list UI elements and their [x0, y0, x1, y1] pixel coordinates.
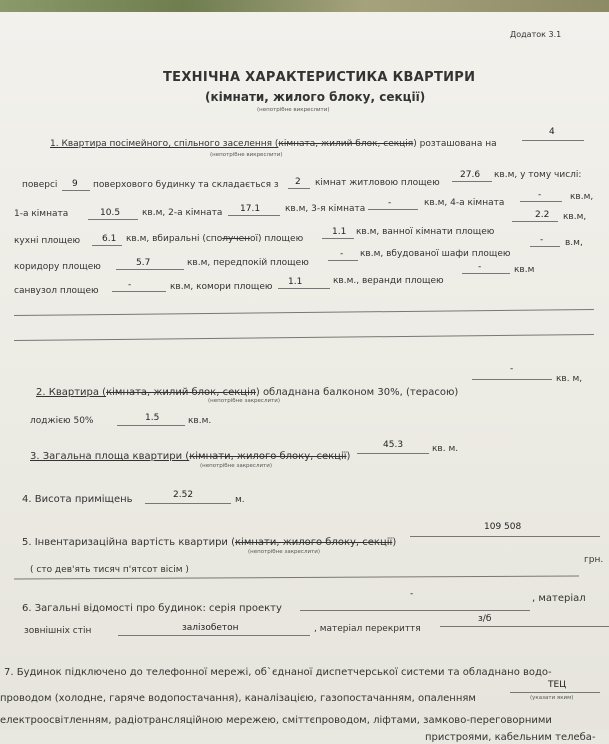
- form-text: кімнати, жилого блоку, секції: [189, 451, 347, 462]
- s2-hint: (непотрібне закреслити): [208, 398, 280, 404]
- form-text: кв.м, комори площею: [170, 282, 273, 292]
- fill-line: [145, 503, 231, 504]
- fill-line: [14, 576, 579, 580]
- s1-veranda: -: [478, 262, 482, 272]
- fill-line: [440, 626, 609, 627]
- s6-walls: залізобетон: [182, 623, 239, 633]
- form-text: 2. Квартира (: [36, 387, 107, 398]
- form-text: кв.м, передпокій площею: [187, 258, 309, 268]
- s1-room2: 17.1: [240, 204, 261, 214]
- s1-wardrobe: -: [540, 235, 544, 245]
- s1-floor-value: 4: [549, 127, 555, 137]
- fill-line: [322, 238, 354, 239]
- fill-line: [452, 181, 492, 182]
- fill-line: [92, 245, 122, 246]
- hint-strike: (непотрібне викреслити): [257, 107, 330, 113]
- fill-line: [522, 140, 584, 141]
- s7-line1: 7. Будинок підключено до телефонної мережі, об`єднаної диспетчерської системи та обладнано водо-: [4, 667, 552, 678]
- fill-line: [512, 221, 558, 222]
- s1-rooms-value: 2: [295, 177, 301, 187]
- fill-line: [14, 334, 594, 341]
- form-text: м.: [235, 495, 245, 505]
- form-text: кв.м, 3-я кімната: [285, 204, 366, 214]
- form-text: лоджією 50%: [30, 416, 94, 426]
- document-title: ТЕХНІЧНА ХАРАКТЕРИСТИКА КВАРТИРИ: [163, 70, 476, 85]
- fill-line: [88, 219, 138, 220]
- fill-line: [118, 635, 310, 636]
- s6-label: 6. Загальні відомості про будинок: серія проекту: [22, 603, 282, 614]
- fill-line: [117, 425, 185, 426]
- s3-hint: (непотрібне закреслити): [200, 463, 272, 469]
- fill-line: [278, 288, 330, 289]
- s3-line1: [30, 451, 350, 463]
- document-page: [0, 12, 609, 743]
- s1-sanuzel: -: [128, 280, 132, 290]
- s1-wc: 1.1: [332, 227, 347, 237]
- fill-line: [530, 246, 560, 247]
- form-text: лучен: [222, 234, 251, 244]
- form-text: в.м,: [565, 238, 583, 248]
- form-text: кв.м., веранди площею: [333, 276, 444, 286]
- form-text: 1. Квартира посімейного, спільного заселення (: [50, 139, 279, 149]
- form-text: поверхового будинку та складається з: [93, 180, 279, 190]
- form-text: кв.м, у тому числі:: [494, 170, 582, 180]
- fill-line: [368, 209, 418, 210]
- s1-kitchen: 6.1: [102, 234, 117, 244]
- fill-line: [410, 536, 600, 537]
- s7-line3: електроосвітленням, радіотрансляційною мережею, сміттєпроводом, ліфтами, замково-переговорними: [0, 715, 552, 726]
- s5-line1: [22, 537, 396, 549]
- s1-room1: 10.5: [100, 208, 121, 218]
- s5-hint: (непотрібне закреслити): [248, 549, 320, 555]
- s1-line1: [50, 139, 497, 150]
- fill-line: [116, 269, 184, 270]
- form-text: кв.м, вбудованої шафи площею: [360, 249, 511, 259]
- form-text: кв.м, 2-а кімната: [142, 208, 223, 218]
- form-text: кімната, жилий блок, секція: [106, 387, 256, 398]
- s1-storage: 1.1: [288, 277, 303, 287]
- form-text: ): [346, 451, 351, 462]
- s2-loggia: 1.5: [145, 413, 160, 423]
- form-text: ої) площею: [250, 234, 304, 244]
- fill-line: [62, 190, 90, 191]
- form-text: кв. м.: [432, 444, 459, 454]
- s2-balcony: -: [510, 364, 514, 374]
- form-text: ): [392, 537, 397, 548]
- form-text: кімната, жилий блок, секція: [278, 139, 414, 149]
- fill-line: [300, 610, 530, 611]
- s6-floors: з/б: [478, 614, 492, 624]
- s1-hall: -: [340, 249, 344, 259]
- form-text: , матеріал: [532, 593, 586, 604]
- form-text: коридору площею: [14, 262, 101, 272]
- s7-heating: ТЕЦ: [548, 680, 567, 690]
- s1-living-area: 27.6: [460, 170, 481, 180]
- form-text: санвузол площею: [14, 286, 99, 296]
- s1-corridor: 5.7: [136, 258, 151, 268]
- s6-series: -: [410, 589, 414, 599]
- s3-total: 45.3: [383, 440, 404, 450]
- fill-line: [472, 379, 552, 380]
- form-text: 1-а кімната: [14, 209, 69, 219]
- fill-line: [357, 453, 429, 454]
- form-text: кв.м: [514, 265, 535, 275]
- form-text: кімнат житловою площею: [315, 178, 440, 188]
- form-text: 5. Інвентаризаційна вартість квартири (: [22, 537, 235, 548]
- fill-line: [228, 215, 280, 216]
- s4-label: 4. Висота приміщень: [22, 494, 133, 505]
- form-text: ) розташована на: [413, 139, 497, 149]
- form-text: кв.м.: [188, 416, 212, 426]
- form-text: кв.м,: [563, 212, 587, 222]
- s1-hint: (непотрібне викреслити): [210, 152, 283, 158]
- document-subtitle: (кімнати, жилого блоку, секції): [205, 90, 426, 104]
- s5-value: 109 508: [484, 522, 522, 532]
- fill-line: [328, 260, 358, 261]
- form-text: зовнішніх стін: [24, 626, 92, 636]
- s7-line4: пристроями, кабельним телеба-: [425, 732, 596, 743]
- form-text: кімнати, жилого блоку, секції: [235, 537, 393, 548]
- fill-line: [14, 309, 594, 316]
- s7-line2: проводом (холодне, гаряче водопостачання), каналізацією, газопостачанням, опаленням: [0, 693, 476, 704]
- form-text: 3. Загальна площа квартири (: [30, 451, 190, 462]
- form-text: кв.м, вбиральні (спо: [126, 234, 223, 244]
- annex-label: Додаток 3.1: [510, 30, 562, 39]
- form-text: кв.м, 4-а кімната: [424, 198, 505, 208]
- form-text: кв.м,: [570, 192, 594, 202]
- s5-words: ( сто дев'ять тисяч п'ятсот вісім ): [30, 565, 189, 575]
- fill-line: [510, 692, 600, 693]
- form-text: , матеріал перекриття: [314, 624, 421, 634]
- s1-room3: -: [388, 198, 392, 208]
- s1-room4: -: [538, 190, 542, 200]
- s1-bath: 2.2: [535, 210, 550, 220]
- fill-line: [112, 291, 166, 292]
- s7-hint: (указати яким): [530, 695, 574, 701]
- form-text: кв. м,: [556, 374, 583, 384]
- form-text: ) обладнана балконом 30%, (терасою): [255, 387, 459, 398]
- fill-line: [520, 201, 562, 202]
- form-text: кв.м, ванної кімнати площею: [356, 227, 495, 237]
- fill-line: [462, 273, 510, 274]
- s1-floors-value: 9: [72, 179, 78, 189]
- fill-line: [288, 188, 310, 189]
- form-text: грн.: [584, 555, 604, 565]
- form-text: поверсі: [22, 180, 58, 190]
- s4-height: 2.52: [173, 490, 194, 500]
- form-text: кухні площею: [14, 236, 81, 246]
- s1-wc-label: [126, 234, 303, 245]
